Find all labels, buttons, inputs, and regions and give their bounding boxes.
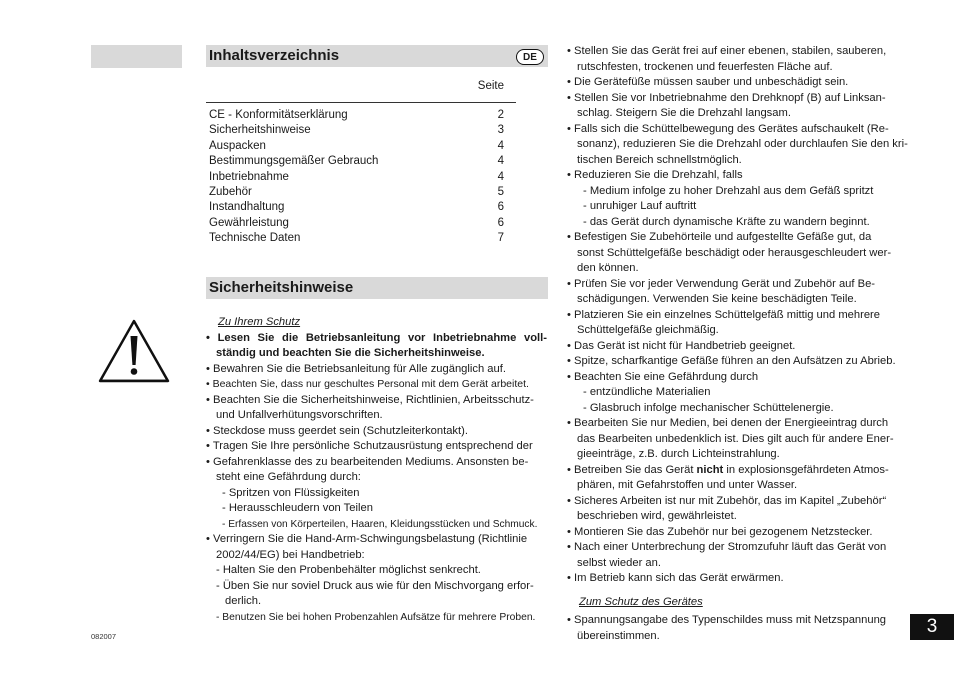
- safety-line: übereinstimmen.: [577, 629, 660, 642]
- safety-heading: [206, 277, 548, 299]
- safety-line: - das Gerät durch dynamische Kräfte zu wandern beginnt.: [583, 215, 870, 228]
- safety-line: - entzündliche Materialien: [583, 386, 711, 398]
- safety-line: - Halten Sie den Probenbehälter möglichst senkrecht.: [216, 564, 481, 576]
- toc-entry[interactable]: CE - Konformitätserklärung 2: [209, 109, 504, 121]
- safety-line: • Lesen Sie die Betriebsanleitung vor Inbetriebnahme voll-: [206, 331, 547, 344]
- toc-title: Inhaltsverzeichnis: [209, 47, 340, 64]
- safety-line: • Falls sich die Schüttelbewegung des Gerätes aufschaukelt (Re-: [567, 122, 889, 135]
- safety-line: derlich.: [225, 595, 262, 607]
- safety-line: • Tragen Sie Ihre persönliche Schutzausrüstung entsprechend der: [206, 440, 533, 452]
- safety-line: sonanz), reduzieren Sie die Drehzahl oder durchlaufen Sie den kri-: [577, 138, 908, 150]
- safety-line: gieeinträge, z.B. durch Lichteinstrahlung.: [577, 448, 780, 460]
- safety-line: • Spitze, scharfkantige Gefäße führen an den Aufsätzen zu Abrieb.: [567, 355, 896, 367]
- safety-line: - Herausschleudern von Teilen: [222, 502, 373, 514]
- safety-line: rutschfesten, trockenen und feuerfesten Fläche auf.: [577, 60, 833, 73]
- safety-line: • Spannungsangabe des Typenschildes muss mit Netzspannung: [567, 614, 887, 626]
- safety-line: phären, mit Gefahrstoffen und unter Wasser.: [577, 479, 798, 491]
- safety-line: • Das Gerät ist nicht für Handbetrieb geeignet.: [567, 339, 796, 352]
- toc-heading: [206, 45, 548, 67]
- toc-page-header: Seite: [477, 80, 504, 92]
- safety-line: • Stellen Sie das Gerät frei auf einer ebenen, stabilen, sauberen,: [567, 45, 887, 57]
- page-number: 3: [910, 614, 954, 640]
- subheading-device-protection: Zum Schutz des Gerätes: [579, 595, 703, 608]
- safety-line: • Stellen Sie vor Inbetriebnahme den Drehknopf (B) auf Linksan-: [567, 91, 886, 104]
- safety-line: • Sicheres Arbeiten ist nur mit Zubehör, das im Kapitel „Zubehör“: [567, 494, 887, 507]
- document-code: 082007: [91, 632, 117, 641]
- safety-line: • Bearbeiten Sie nur Medien, bei denen der Energieeintrag durch: [567, 417, 889, 429]
- safety-title: Sicherheitshinweise: [209, 279, 354, 296]
- toc-divider: [206, 102, 516, 103]
- safety-line: beschrieben wird, gewährleistet.: [577, 510, 737, 522]
- safety-line: • Beachten Sie eine Gefährdung durch: [567, 370, 759, 383]
- safety-line: • Platzieren Sie ein einzelnes Schüttelgefäß mittig und mehrere: [567, 308, 880, 321]
- header-gray-tab: [91, 45, 182, 68]
- safety-line: - Glasbruch infolge mechanischer Schüttelenergie.: [583, 401, 834, 414]
- safety-line: Schüttelgefäße gleichmäßig.: [577, 324, 719, 336]
- safety-line: • Bewahren Sie die Betriebsanleitung für Alle zugänglich auf.: [206, 362, 506, 375]
- safety-line: sonst Schüttelgefäße beschädigt oder herausgeschleudert wer-: [577, 246, 892, 259]
- safety-line: tischen Bereich schnellstmöglich.: [577, 153, 742, 166]
- safety-line: - Medium infolge zu hoher Drehzahl aus dem Gefäß spritzt: [583, 184, 874, 197]
- toc-entry[interactable]: Bestimmungsgemäßer Gebrauch 4: [209, 155, 504, 168]
- safety-line: schlag. Steigern Sie die Drehzahl langsam.: [577, 107, 791, 119]
- toc-entry[interactable]: Technische Daten 7: [209, 232, 504, 245]
- safety-line: • Betreiben Sie das Gerät nicht in explosionsgefährdeten Atmos-: [567, 463, 889, 476]
- toc-entry[interactable]: Instandhaltung 6: [209, 201, 504, 214]
- safety-line: • Beachten Sie, dass nur geschultes Personal mit dem Gerät arbeitet.: [206, 378, 529, 390]
- safety-line: 2002/44/EG) bei Handbetrieb:: [216, 548, 365, 561]
- safety-line: • Im Betrieb kann sich das Gerät erwärmen.: [567, 572, 784, 584]
- subheading-personal-protection: Zu Ihrem Schutz: [218, 316, 301, 328]
- safety-line: • Gefahrenklasse des zu bearbeitenden Mediums. Ansonsten be-: [206, 455, 529, 468]
- safety-line: das Bearbeiten unbedenklich ist. Dies gilt auch für andere Ener-: [577, 432, 894, 445]
- safety-line: schädigungen. Verwenden Sie keine beschädigten Teile.: [577, 293, 857, 305]
- safety-line: • Steckdose muss geerdet sein (Schutzleiterkontakt).: [206, 424, 468, 437]
- toc-list: [209, 108, 504, 247]
- safety-line: - Üben Sie nur soviel Druck aus wie für den Mischvorgang erfor-: [216, 579, 534, 592]
- safety-line: - unruhiger Lauf auftritt: [583, 200, 697, 212]
- safety-line: • Reduzieren Sie die Drehzahl, falls: [567, 169, 743, 181]
- safety-left-column: [206, 315, 547, 625]
- safety-line: • Verringern Sie die Hand-Arm-Schwingungsbelastung (Richtlinie: [206, 533, 528, 545]
- toc-entry[interactable]: Gewährleistung 6: [209, 216, 504, 229]
- safety-line: • Befestigen Sie Zubehörteile und aufgestellte Gefäße gut, da: [567, 231, 872, 243]
- safety-line: • Die Gerätefüße müssen sauber und unbeschädigt sein.: [567, 76, 849, 88]
- safety-line: und Unfallverhütungsvorschriften.: [216, 409, 383, 421]
- safety-line: steht eine Gefährdung durch:: [216, 471, 361, 483]
- safety-line: ständig und beachten Sie die Sicherheitshinweise.: [216, 347, 485, 359]
- toc-entry[interactable]: Auspacken 4: [209, 139, 504, 152]
- safety-line: selbst wieder an.: [577, 556, 661, 569]
- warning-triangle-icon: [97, 318, 171, 384]
- safety-line: den können.: [577, 262, 639, 274]
- toc-entry[interactable]: Zubehör 5: [209, 185, 504, 198]
- toc-entry[interactable]: Inbetriebnahme 4: [209, 170, 504, 183]
- safety-line: • Montieren Sie das Zubehör nur bei gezogenem Netzstecker.: [567, 525, 873, 538]
- safety-line: • Nach einer Unterbrechung der Stromzufuhr läuft das Gerät von: [567, 541, 887, 553]
- safety-line: - Benutzen Sie bei hohen Probenzahlen Aufsätze für mehrere Proben.: [216, 611, 536, 623]
- toc-entry[interactable]: Sicherheitshinweise 3: [209, 124, 504, 137]
- safety-line: - Erfassen von Körperteilen, Haaren, Kleidungsstücken und Schmuck.: [222, 518, 538, 530]
- safety-line: - Spritzen von Flüssigkeiten: [222, 486, 360, 499]
- language-badge: DE: [516, 49, 544, 65]
- safety-line: • Beachten Sie die Sicherheitshinweise, Richtlinien, Arbeitsschutz-: [206, 393, 534, 406]
- safety-right-column: [567, 44, 909, 644]
- safety-line: • Prüfen Sie vor jeder Verwendung Gerät und Zubehör auf Be-: [567, 277, 876, 290]
